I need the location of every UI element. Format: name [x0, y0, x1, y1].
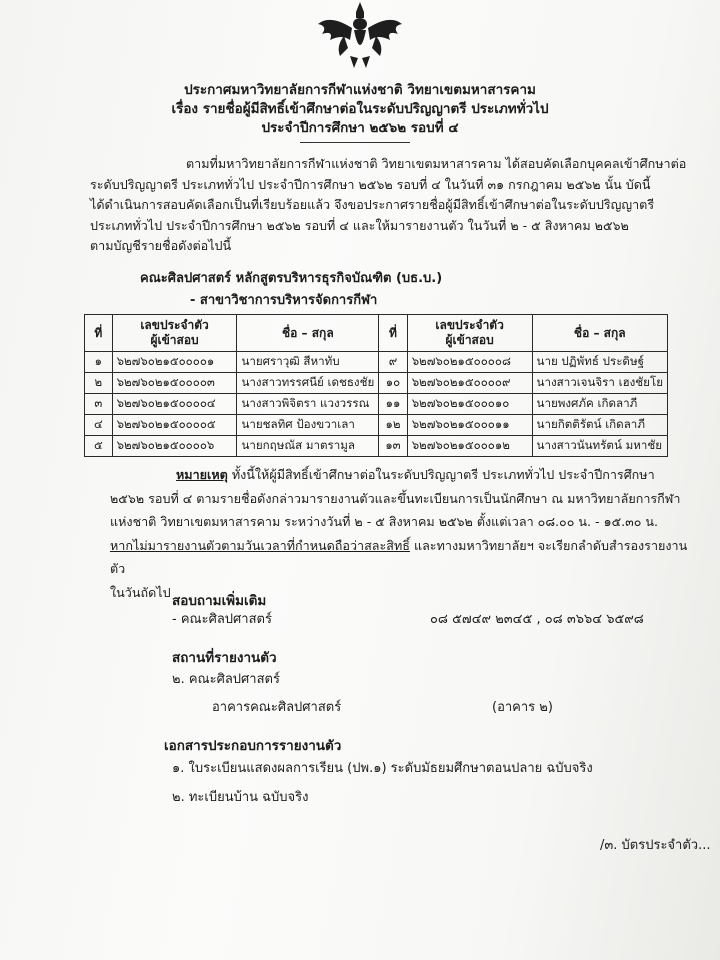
contact-faculty: - คณะศิลปศาสตร์ — [172, 612, 272, 627]
location-building-number: (อาคาร ๒) — [492, 700, 553, 715]
table-row — [85, 436, 668, 457]
contact-heading: สอบถามเพิ่มเติม — [172, 593, 267, 609]
announcement-issuer: ประกาศมหาวิทยาลัยการกีฬาแห่งชาติ วิทยาเขตมหาสารคาม — [184, 82, 536, 98]
table-row — [85, 394, 668, 415]
intro-line: ตามบัญชีรายชื่อดังต่อไปนี้ — [90, 238, 232, 253]
row-number: ๒ — [85, 373, 113, 394]
row-number: ๓ — [85, 394, 113, 415]
announcement-term: ประจำปีการศึกษา ๒๕๖๒ รอบที่ ๔ — [261, 120, 459, 136]
row-number: ๑๑ — [379, 394, 407, 415]
admitted-students-table — [84, 314, 668, 457]
row-number: ๑๒ — [379, 415, 407, 436]
table-row — [85, 373, 668, 394]
applicant-name: นางสาวเจนจิรา เฮงชัยโย — [532, 373, 667, 394]
table-row — [85, 415, 668, 436]
applicant-id: ๖๒๗๖๐๒๑๕๐๐๐๐๙ — [407, 373, 532, 394]
row-number: ๔ — [85, 415, 113, 436]
intro-line: ได้ดำเนินการสอบคัดเลือกเป็นที่เรียบร้อยแล้ว จึงขอประกาศรายชื่อผู้มีสิทธิ์เข้าศึกษาต่อในระดับปริญญาตรี — [90, 197, 655, 212]
faculty-heading: คณะศิลปศาสตร์ หลักสูตรบริหารธุรกิจบัณฑิต (บธ.บ.) — [140, 271, 443, 286]
remarks-line: แห่งชาติ วิทยาเขตมหาสารคาม ระหว่างวันที่ ๒ - ๕ สิงหาคม ๒๕๖๒ ตั้งแต่เวลา ๐๘.๐๐ น. - ๑๕.๓๐ น. — [110, 514, 659, 529]
department-heading: - สาขาวิชาการบริหารจัดการกีฬา — [190, 293, 378, 308]
location-faculty: ๒. คณะศิลปศาสตร์ — [172, 672, 280, 687]
header-name: ชื่อ – สกุล — [237, 315, 379, 352]
applicant-name: นายศราวุฒิ สีหาทับ — [237, 352, 379, 373]
applicant-name: นางสาวพิจิตรา แวงวรรณ — [237, 394, 379, 415]
applicant-id: ๖๒๗๖๐๒๑๕๐๐๐๐๕ — [112, 415, 237, 436]
continued-marker: /๓. บัตรประจำตัว... — [600, 838, 711, 853]
table-header-row — [85, 315, 668, 352]
applicant-name: นาย ปฏิพัทธ์ ประดิษฐ์ — [532, 352, 667, 373]
row-number: ๙ — [379, 352, 407, 373]
applicant-id: ๖๒๗๖๐๒๑๕๐๐๐๐๓ — [112, 373, 237, 394]
remarks-paragraph — [110, 463, 690, 604]
header-id: เลขประจำตัว ผู้เข้าสอบ — [407, 315, 532, 352]
contact-phones: ๐๘ ๕๗๔๙ ๒๓๔๕ , ๐๘ ๓๖๖๔ ๖๕๙๘ — [430, 612, 644, 627]
applicant-id: ๖๒๗๖๐๒๑๕๐๐๐๐๘ — [407, 352, 532, 373]
forfeit-warning: หากไม่มารายงานตัวตามวันเวลาที่กำหนดถือว่าสละสิทธิ์ — [110, 537, 410, 553]
applicant-id: ๖๒๗๖๐๒๑๕๐๐๐๑๒ — [407, 436, 532, 457]
remarks-line: ๒๕๖๒ รอบที่ ๔ ตามรายชื่อดังกล่าวมารายงานตัวและขึ้นทะเบียนการเป็นนักศึกษา ณ มหาวิทยาลัยการกีฬา — [110, 490, 681, 506]
intro-paragraph — [90, 154, 690, 257]
table-row — [85, 352, 668, 373]
header-id: เลขประจำตัว ผู้เข้าสอบ — [112, 315, 237, 352]
documents-heading: เอกสารประกอบการรายงานตัว — [164, 738, 342, 754]
row-number: ๑ — [85, 352, 113, 373]
applicant-name: นายกฤษณัส มาตรามูล — [237, 436, 379, 457]
row-number: ๕ — [85, 436, 113, 457]
applicant-id: ๖๒๗๖๐๒๑๕๐๐๐๐๑ — [112, 352, 237, 373]
location-building: อาคารคณะศิลปศาสตร์ — [212, 700, 342, 715]
applicant-name: นางสาวนันทรัตน์ มหาชัย — [532, 436, 667, 457]
announcement-subject: เรื่อง รายชื่อผู้มีสิทธิ์เข้าศึกษาต่อในระดับปริญญาตรี ประเภททั่วไป — [171, 101, 549, 117]
applicant-name: นายชลทิศ ป้องขวาเลา — [237, 415, 379, 436]
header-no: ที่ — [379, 315, 407, 352]
row-number: ๑๓ — [379, 436, 407, 457]
applicant-id: ๖๒๗๖๐๒๑๕๐๐๐๑๐ — [407, 394, 532, 415]
title-divider — [300, 142, 410, 143]
applicant-name: นายกิตติรัตน์ เกิดลาภี — [532, 415, 667, 436]
location-heading: สถานที่รายงานตัว — [172, 650, 277, 666]
document-item: ๒. ทะเบียนบ้าน ฉบับจริง — [172, 790, 309, 805]
applicant-id: ๖๒๗๖๐๒๑๕๐๐๐๑๑ — [407, 415, 532, 436]
applicant-name: นายพงศภัค เกิดลาภี — [532, 394, 667, 415]
applicant-id: ๖๒๗๖๐๒๑๕๐๐๐๐๔ — [112, 394, 237, 415]
applicant-name: นางสาวทรรศนีย์ เดชธงชัย — [237, 373, 379, 394]
remarks-label: หมายเหตุ — [176, 467, 228, 482]
remarks-line: และทางมหาวิทยาลัยฯ จะเรียกลำดับสำรองรายงานตัว — [110, 537, 688, 576]
remarks-line: ทั้งนี้ให้ผู้มีสิทธิ์เข้าศึกษาต่อในระดับปริญญาตรี ประเภททั่วไป ประจำปีการศึกษา — [227, 467, 655, 482]
header-no: ที่ — [85, 315, 113, 352]
row-number: ๑๐ — [379, 373, 407, 394]
intro-line: ระดับปริญญาตรี ประเภททั่วไป ประจำปีการศึกษา ๒๕๖๒ รอบที่ ๔ ในวันที่ ๓๑ กรกฎาคม ๒๕๖๒ นั้น บัดนี้ — [90, 176, 651, 192]
intro-line: ตามที่มหาวิทยาลัยการกีฬาแห่งชาติ วิทยาเขตมหาสารคาม ได้สอบคัดเลือกบุคคลเข้าศึกษาต่อ — [186, 156, 687, 171]
intro-line: ประเภททั่วไป ประจำปีการศึกษา ๒๕๖๒ รอบที่ ๔ และให้มารายงานตัว ในวันที่ ๒ - ๕ สิงหาคม ๒๕๖๒ — [90, 217, 629, 233]
garuda-emblem-icon — [314, 0, 406, 70]
header-name: ชื่อ – สกุล — [532, 315, 667, 352]
remarks-line: ในวันถัดไป — [110, 584, 171, 600]
applicant-id: ๖๒๗๖๐๒๑๕๐๐๐๐๖ — [112, 436, 237, 457]
document-item: ๑. ใบระเบียนแสดงผลการเรียน (ปพ.๑) ระดับมัธยมศึกษาตอนปลาย ฉบับจริง — [172, 761, 593, 776]
